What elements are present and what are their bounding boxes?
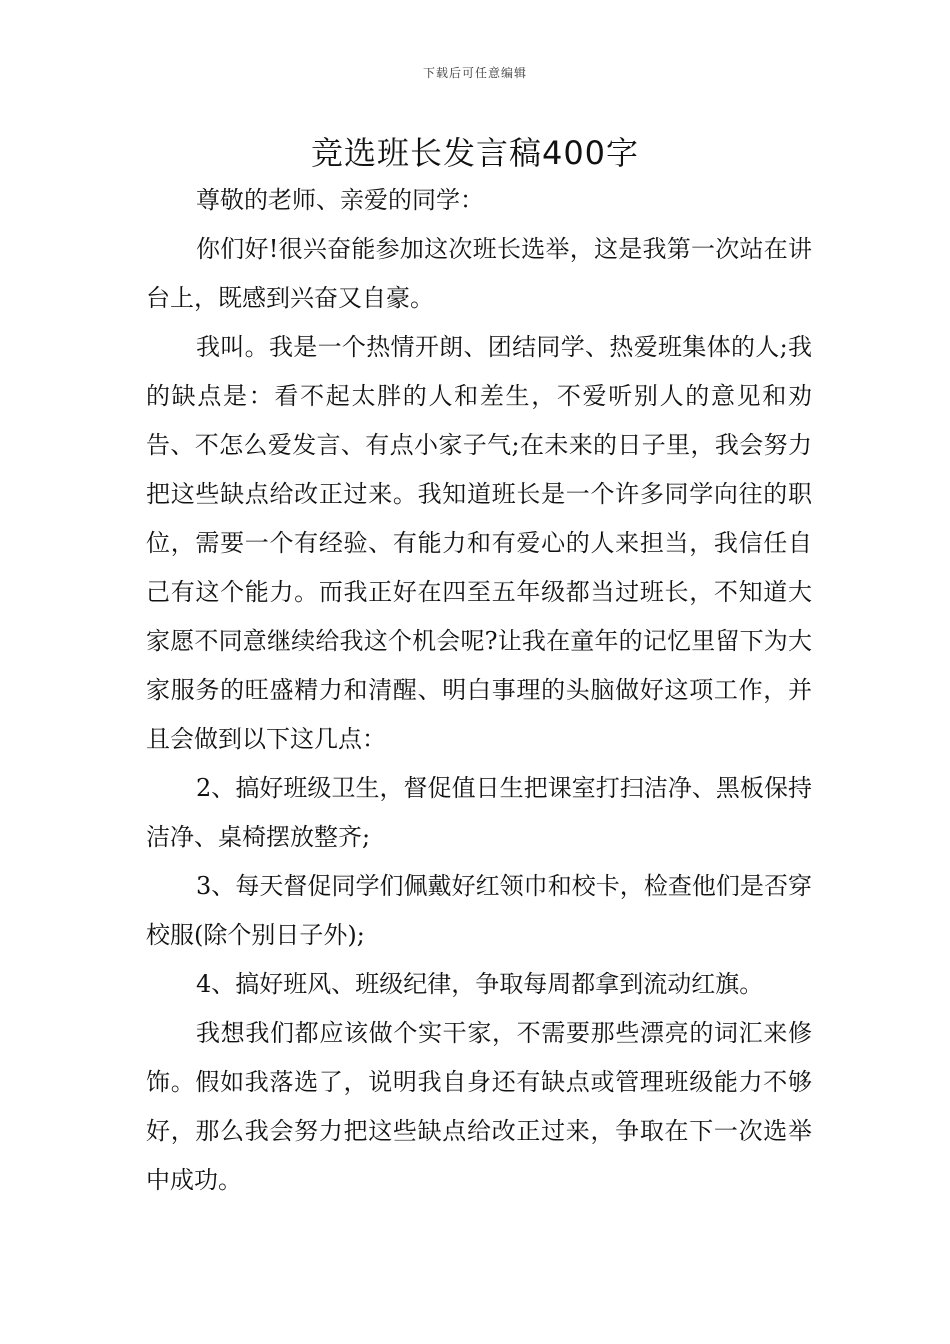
paragraph-opening: 你们好!很兴奋能参加这次班长选举，这是我第一次站在讲台上，既感到兴奋又自豪。 <box>146 235 812 312</box>
paragraph-point-3: 3、每天督促同学们佩戴好红领巾和校卡，检查他们是否穿校服(除个别日子外); <box>146 872 812 949</box>
paragraph-point-2: 2、搞好班级卫生，督促值日生把课室打扫洁净、黑板保持洁净、桌椅摆放整齐; <box>146 774 812 851</box>
paragraph-greeting: 尊敬的老师、亲爱的同学： <box>196 186 484 214</box>
paragraph-point-4: 4、搞好班风、班级纪律，争取每周都拿到流动红旗。 <box>196 970 764 998</box>
paragraph-closing: 我想我们都应该做个实干家，不需要那些漂亮的词汇来修饰。假如我落选了，说明我自身还有缺点或管理班级能力不够好，那么我会努力把这些缺点给改正过来，争取在下一次选举中成功。 <box>146 1019 812 1194</box>
document-body <box>146 176 812 1205</box>
document-title: 竞选班长发言稿400字 <box>310 134 640 172</box>
header-note: 下载后可任意编辑 <box>422 66 527 80</box>
paragraph-introduction: 我叫。我是一个热情开朗、团结同学、热爱班集体的人;我的缺点是：看不起太胖的人和差生，不爱听别人的意见和劝告、不怎么爱发言、有点小家子气;在未来的日子里，我会努力把这些缺点给改正过来。我知道班长是一个许多同学向往的职位，需要一个有经验、有能力和有爱心的人来担当，我信任自己有这个能力。而我正好在四至五年级都当过班长，不知道大家愿不同意继续给我这个机会呢?让我在童年的记忆里留下为大家服务的旺盛精力和清醒、明白事理的头脑做好这项工作，并且会做到以下这几点： <box>146 333 812 753</box>
